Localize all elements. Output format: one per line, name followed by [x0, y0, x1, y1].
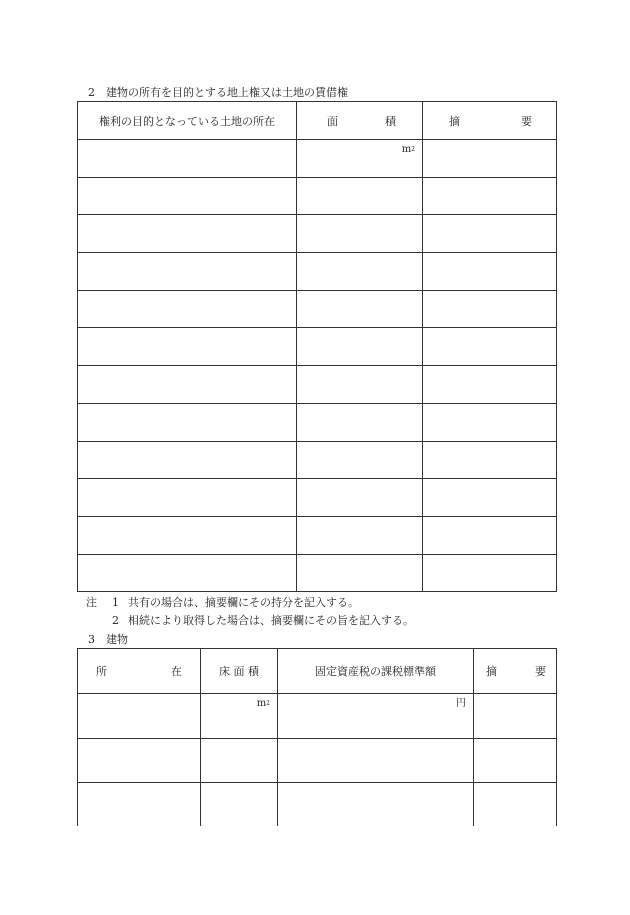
- section-2-title: 2 建物の所有を目的とする地上権又は土地の賃借権: [88, 86, 348, 99]
- remarks-cell[interactable]: [423, 177, 557, 215]
- area-cell[interactable]: [297, 215, 423, 253]
- note-1: [86, 596, 359, 610]
- header-building-location-char-2: 在: [171, 665, 182, 678]
- area-cell[interactable]: [297, 516, 423, 554]
- building-location-cell[interactable]: [78, 783, 201, 827]
- note-1-number: 1: [112, 596, 119, 609]
- building-row: [78, 694, 557, 739]
- tax-value-cell[interactable]: [278, 783, 474, 827]
- leasehold-row: [78, 554, 557, 592]
- leasehold-header-row: [78, 102, 557, 140]
- area-cell[interactable]: [297, 554, 423, 592]
- land-location-cell[interactable]: [78, 140, 297, 178]
- note-1-text: 共有の場合は、摘要欄にその持分を記入する。: [128, 596, 359, 609]
- remarks-cell[interactable]: [423, 290, 557, 328]
- section-3-title: 3 建物: [88, 633, 128, 646]
- leasehold-row: [78, 403, 557, 441]
- note-2-number: 2: [112, 614, 119, 627]
- floor-area-unit: $m^2$: [256, 698, 270, 709]
- leasehold-row: [78, 215, 557, 253]
- area-cell[interactable]: [297, 290, 423, 328]
- header-area: [297, 102, 423, 140]
- floor-area-cell[interactable]: [201, 694, 278, 739]
- remarks-cell[interactable]: [423, 366, 557, 404]
- header-land-location-label: 権利の目的となっている土地の所在: [99, 114, 275, 128]
- building-remarks-cell[interactable]: [474, 738, 557, 783]
- header-floor-area-label: 床 面 積: [219, 665, 259, 678]
- land-location-cell[interactable]: [78, 290, 297, 328]
- land-location-cell[interactable]: [78, 328, 297, 366]
- header-building-location: [78, 649, 201, 694]
- remarks-cell[interactable]: [423, 253, 557, 291]
- remarks-cell[interactable]: [423, 140, 557, 178]
- header-floor-area: [201, 649, 278, 694]
- building-remarks-cell[interactable]: [474, 694, 557, 739]
- land-location-cell[interactable]: [78, 441, 297, 479]
- floor-area-cell[interactable]: [201, 738, 278, 783]
- header-building-remarks-char-1: 摘: [486, 665, 497, 678]
- area-cell[interactable]: [297, 441, 423, 479]
- land-location-cell[interactable]: [78, 215, 297, 253]
- header-remarks-char-2: 要: [521, 114, 532, 128]
- land-location-cell[interactable]: [78, 516, 297, 554]
- building-remarks-cell[interactable]: [474, 783, 557, 827]
- tax-value-unit: 円: [456, 698, 466, 709]
- land-location-cell[interactable]: [78, 366, 297, 404]
- header-area-char-2: 積: [385, 114, 396, 128]
- area-cell[interactable]: [297, 253, 423, 291]
- building-header-row: [78, 649, 557, 694]
- header-remarks: [423, 102, 557, 140]
- leasehold-row: [78, 253, 557, 291]
- header-land-location: [78, 102, 297, 140]
- note-2: [86, 614, 414, 628]
- leasehold-row: [78, 290, 557, 328]
- leasehold-row: [78, 366, 557, 404]
- building-location-cell[interactable]: [78, 738, 201, 783]
- leasehold-row: [78, 516, 557, 554]
- building-row: [78, 738, 557, 783]
- land-location-cell[interactable]: [78, 253, 297, 291]
- building-row: [78, 783, 557, 827]
- tax-value-cell[interactable]: [278, 694, 474, 739]
- remarks-cell[interactable]: [423, 215, 557, 253]
- remarks-cell[interactable]: [423, 328, 557, 366]
- remarks-cell[interactable]: [423, 479, 557, 517]
- header-area-char-1: 面: [327, 114, 338, 128]
- land-location-cell[interactable]: [78, 554, 297, 592]
- area-cell[interactable]: [297, 479, 423, 517]
- header-building-location-char-1: 所: [96, 665, 107, 678]
- remarks-cell[interactable]: [423, 554, 557, 592]
- header-tax-value: [278, 649, 474, 694]
- note-2-text: 相続により取得した場合は、摘要欄にその旨を記入する。: [128, 614, 414, 627]
- header-tax-value-label: 固定資産税の課税標準額: [315, 665, 436, 678]
- remarks-cell[interactable]: [423, 441, 557, 479]
- area-unit: $m^2$: [401, 144, 415, 155]
- header-building-remarks-char-2: 要: [535, 665, 546, 678]
- leasehold-row: [78, 441, 557, 479]
- area-cell[interactable]: [297, 328, 423, 366]
- leasehold-row: [78, 140, 557, 178]
- area-cell[interactable]: [297, 177, 423, 215]
- area-cell[interactable]: [297, 366, 423, 404]
- leasehold-row: [78, 328, 557, 366]
- header-remarks-char-1: 摘: [449, 114, 460, 128]
- leasehold-row: [78, 177, 557, 215]
- remarks-cell[interactable]: [423, 403, 557, 441]
- leasehold-row: [78, 479, 557, 517]
- land-location-cell[interactable]: [78, 403, 297, 441]
- header-building-remarks: [474, 649, 557, 694]
- land-location-cell[interactable]: [78, 479, 297, 517]
- area-cell[interactable]: [297, 403, 423, 441]
- leasehold-table: [77, 101, 557, 592]
- building-location-cell[interactable]: [78, 694, 201, 739]
- tax-value-cell[interactable]: [278, 738, 474, 783]
- land-location-cell[interactable]: [78, 177, 297, 215]
- floor-area-cell[interactable]: [201, 783, 278, 827]
- area-cell[interactable]: [297, 140, 423, 178]
- building-table: [77, 648, 557, 826]
- remarks-cell[interactable]: [423, 516, 557, 554]
- note-label: 注: [86, 596, 97, 609]
